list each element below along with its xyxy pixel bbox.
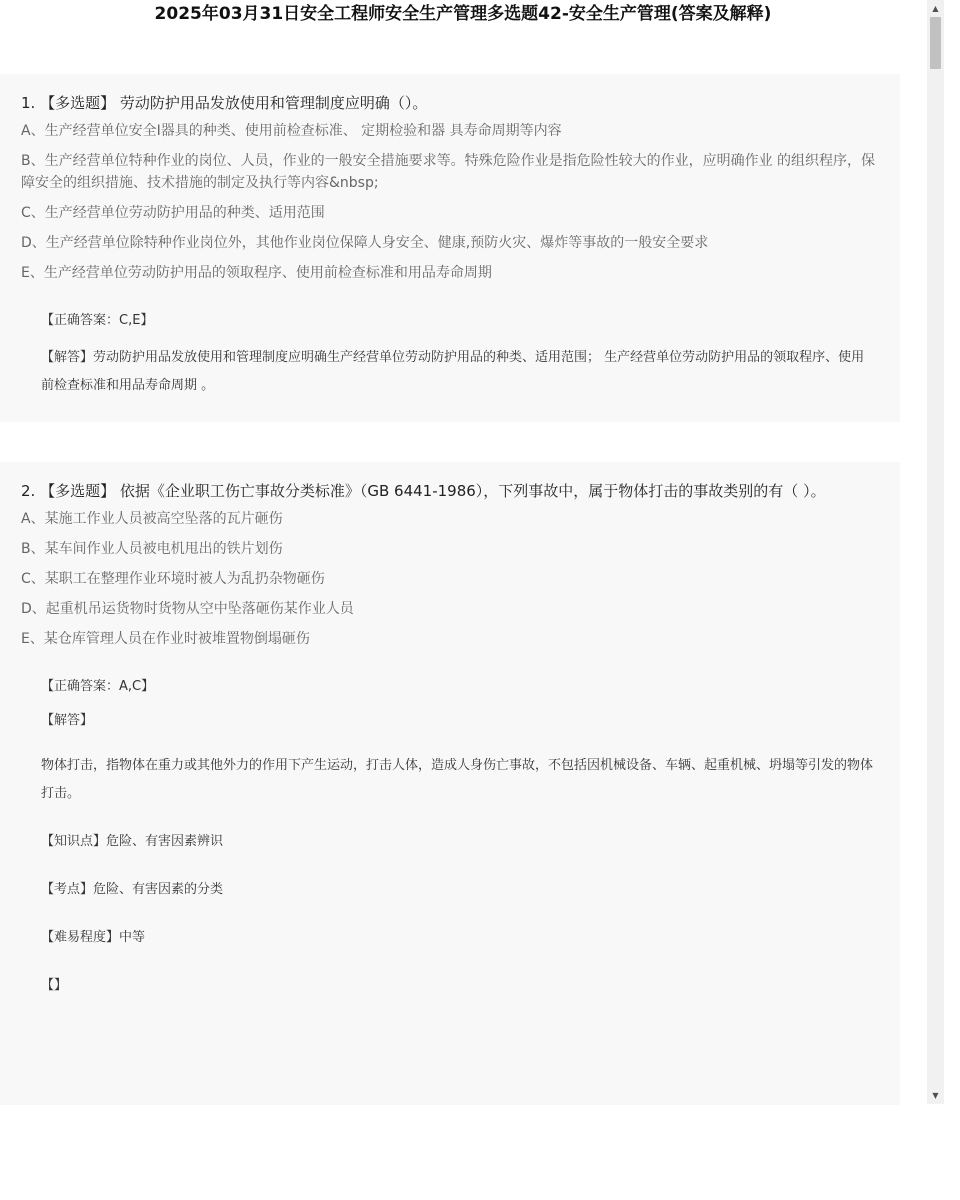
option-e: E、某仓库管理人员在作业时被堆置物倒塌砸伤	[21, 631, 310, 647]
scroll-up-icon[interactable]: ▲	[932, 4, 939, 13]
vertical-scrollbar[interactable]	[927, 0, 944, 1104]
option-a: A、某施工作业人员被高空坠落的瓦片砸伤	[21, 511, 283, 527]
option-c: C、某职工在整理作业环境时被人为乱扔杂物砸伤	[21, 571, 325, 587]
exam-point: 【考点】危险、有害因素的分类	[41, 882, 224, 897]
option-d: D、起重机吊运货物时货物从空中坠落砸伤某作业人员	[21, 601, 354, 617]
scroll-down-icon[interactable]: ▼	[932, 1091, 939, 1100]
option-c: C、生产经营单位劳动防护用品的种类、适用范围	[21, 205, 325, 221]
question-card-2	[0, 462, 900, 1105]
scroll-thumb[interactable]	[930, 17, 941, 69]
page-title: 2025年03月31日安全工程师安全生产管理多选题42-安全生产管理(答案及解释)	[154, 4, 772, 24]
explanation-label: 【解答】	[41, 713, 94, 728]
question-card-1	[0, 74, 900, 422]
correct-answer: 【正确答案：C,E】	[41, 313, 154, 328]
option-e: E、生产经营单位劳动防护用品的领取程序、使用前检查标准和用品寿命周期	[21, 265, 492, 281]
extra-tag: 【】	[41, 978, 68, 993]
option-a: A、生产经营单位安全I器具的种类、使用前检查标准、 定期检验和器 具寿命周期等内容	[21, 123, 562, 139]
explanation: 物体打击，指物体在重力或其他外力的作用下产生运动，打击人体，造成人身伤亡事故，不包括因机械设备、车辆、起重机械、坍塌等引发的物体打击。	[41, 758, 874, 801]
correct-answer: 【正确答案：A,C】	[41, 679, 155, 694]
answer-block	[21, 310, 876, 400]
option-d: D、生产经营单位除特种作业岗位外，其他作业岗位保障人身安全、健康,预防火灾、爆炸等事故的一般安全要求	[21, 235, 709, 251]
question-title: 2. 【多选题】 依据《企业职工伤亡事故分类标准》（GB 6441-1986），下列事故中，属于物体打击的事故类别的有（ ）。	[21, 482, 826, 500]
option-b: B、生产经营单位特种作业的岗位、人员，作业的一般安全措施要求等。特殊危险作业是指危险性较大的作业，应明确作业 的组织程序，保障安全的组织措施、技术措施的制定及执行等内容&nbsp;	[21, 153, 876, 191]
explanation: 【解答】劳动防护用品发放使用和管理制度应明确生产经营单位劳动防护用品的种类、适用范围； 生产经营单位劳动防护用品的领取程序、使用前检查标准和用品寿命周期 。	[41, 350, 865, 393]
question-title: 1. 【多选题】 劳动防护用品发放使用和管理制度应明确（）。	[21, 94, 428, 112]
difficulty: 【难易程度】中等	[41, 930, 146, 945]
answer-block	[21, 676, 876, 1000]
option-b: B、某车间作业人员被电机甩出的铁片划伤	[21, 541, 283, 557]
knowledge-point: 【知识点】危险、有害因素辨识	[41, 834, 224, 849]
